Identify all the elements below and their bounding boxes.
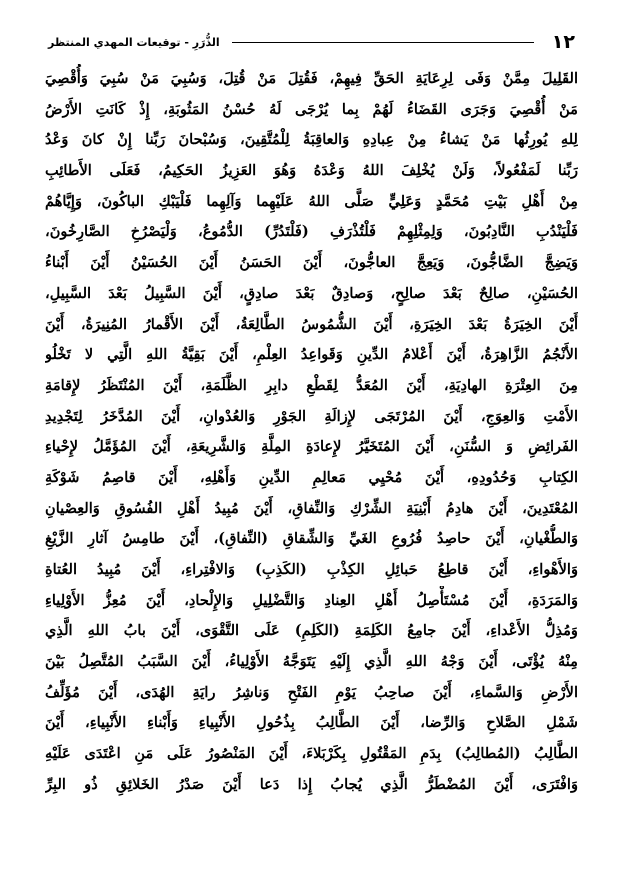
text-line: لِلهِ يُورِثُها مَنْ يَشاءُ مِنْ عِبادِهِ وَالعاقِبَةُ لِلْمُتَّقِينَ، وَسُبْحانَ رَبِّنا إِنْ كانَ وَعْدُ [45, 131, 578, 149]
text-line: مَنْ أُقْصِيَ وَجَرَى القَضَاءُ لَهُمْ بِما يُرْجَى لَهُ حُسْنُ المَثُوبَةِ، إِذْ كَانَتِ الأَرْضُ [45, 100, 578, 118]
body-text [45, 64, 578, 801]
text-line: فَلْيَنْدُبِ النَّادِبُونَ، وَلِمِثْلِهِمْ فَلْتُذْرَفِ (فَلْتَدُرِّ) الدُّمُوعُ، وَلْيَصْرُخِ الصَّارِخُونَ، [45, 223, 578, 241]
text-line: الأَرْضِ وَالسَّماءِ، أَيْنَ صاحِبُ يَوْمِ الفَتْحِ وَناشِرُ رايَةِ الهُدَى، أَيْنَ مُؤَلِّفُ [45, 683, 578, 701]
running-title: الذُّرَرِ - توقيعات المهدي المنتظر [48, 35, 220, 49]
text-line: مِنَ العِتْرَةِ الهادِيَةِ، أَيْنَ المُعَدُّ لِقَطْعِ دابِرِ الظَّلَمَةِ، أَيْنَ المُنْتَظَرُ لإِقامَةِ [45, 376, 578, 394]
text-line: المُعْتَدِينَ، أَيْنَ هادِمُ أَبْنِيَةِ الشِّرْكِ وَالنِّفاقِ، أَيْنَ مُبِيدُ أَهْلِ الفُسُوقِ وَالعِصْيانِ [45, 499, 578, 517]
text-line: الكِتابِ وَحُدُودِهِ، أَيْنَ مُحْيِي مَعالِمِ الدِّينِ وَأَهْلِهِ، أَيْنَ قاصِمُ شَوْكَةِ [45, 468, 578, 486]
text-line: الفَرائِضِ وَ السُّنَنِ، أَيْنَ المُتَخَيَّرُ لإِعادَةِ المِلَّةِ وَالشَّرِيعَةِ، أَيْنَ المُؤَمَّلُ لإِحْياءِ [45, 438, 578, 456]
text-line: الطَّالِبُ (المُطالِبُ) بِدَمِ المَقْتُولِ بِكَرْبَلاءَ، أَيْنَ المَنْصُورُ عَلَى مَنِ اعْتَدَى عَلَيْهِ [45, 745, 578, 763]
text-line: مِنْ أَهْلِ بَيْتِ مُحَمَّدٍ وَعَلِيٍّ صَلَّى اللهُ عَلَيْهِما وَآلِهِما فَلْيَبْكِ الباكُونَ، وَإِيَّاهُمْ [45, 192, 578, 210]
header-rule [232, 42, 534, 43]
text-line: وَمُذِلُّ الأَعْداءِ، أَيْنَ جامِعُ الكَلِمَةِ (الكَلِمِ) عَلَى التَّقْوَى، أَيْنَ بابُ اللهِ الَّذِي [45, 622, 578, 640]
page-number: ١٢ [551, 31, 575, 53]
text-line: الأَنْجُمُ الزَّاهِرَةُ، أَيْنَ أَعْلامُ الدِّينِ وَقَواعِدُ العِلْمِ، أَيْنَ بَقِيَّةُ اللهِ الَّتِي لا تَخْلُو [45, 346, 578, 364]
text-line: وَالأَهْواءِ، أَيْنَ قاطِعُ حَبائِلِ الكِذْبِ (الكَذِبِ) وَالافْتِراءِ، أَيْنَ مُبِيدُ العُتاةِ [45, 561, 578, 578]
text-line: أَيْنَ الخِيَرَةُ بَعْدَ الخِيَرَةِ، أَيْنَ الشُّمُوسُ الطَّالِعَةُ، أَيْنَ الأَقْمارُ المُنِيرَةُ، أَيْنَ [45, 315, 578, 333]
text-line: الحُسَيْنِ، صالِحٌ بَعْدَ صالِحٍ، وَصادِقٌ بَعْدَ صادِقٍ، أَيْنَ السَّبِيلُ بَعْدَ السَّبِيلِ، [45, 284, 578, 302]
page-header [48, 30, 575, 54]
text-line: وَافْتَرَى، أَيْنَ المُضْطَرُّ الَّذِي يُجابُ إِذا دَعا أَيْنَ صَدْرُ الخَلائِقِ ذُو البِرِّ [45, 775, 578, 793]
text-line: القَلِيلَ مِمَّنْ وَفَى لِرِعَايَةِ الحَقِّ فِيهِمْ، فَقُتِلَ مَنْ قُتِلَ، وَسُبِيَ مَنْ سُبِيَ وَأُقْصِيَ [45, 70, 578, 87]
text-line: الأَمْتِ وَالعِوَجِ، أَيْنَ المُرْتَجَى لإِزالَةِ الجَوْرِ وَالعُدْوانِ، أَيْنَ المُدَّخَرُ لِتَجْدِيدِ [45, 407, 578, 425]
text-line: مِنْهُ يُؤْتَى، أَيْنَ وَجْهُ اللهِ الَّذِي إِلَيْهِ يَتَوَجَّهُ الأَوْلِياءُ، أَيْنَ السَّبَبُ المُتَّصِلُ بَيْنَ [45, 653, 578, 671]
text-line: رَبِّنا لَمَفْعُولاً، وَلَنْ يُخْلِفَ اللهُ وَعْدَهُ وَهُوَ العَزِيزُ الحَكِيمُ، فَعَلَى الأَطائِبِ [45, 162, 578, 180]
text-line: شَمْلِ الصَّلاحِ وَالرِّضا، أَيْنَ الطَّالِبُ بِذُحُولِ الأَنْبِياءِ وَأَبْناءِ الأَنْبِياءِ، أَيْنَ [45, 714, 578, 732]
text-line: وَيَضِجَّ الضَّاجُّونَ، وَيَعِجَّ العاجُّونَ، أَيْنَ الحَسَنُ أَيْنَ الحُسَيْنُ أَيْنَ أَبْناءُ [45, 254, 578, 272]
text-line: وَالطُّغْيانِ، أَيْنَ حاصِدُ فُرُوعِ الغَيِّ وَالشِّقاقِ (النِّفاقِ)، أَيْنَ طامِسُ آثارِ الزَّيْغِ [45, 530, 578, 548]
text-line: وَالمَرَدَةِ، أَيْنَ مُسْتَأْصِلُ أَهْلِ العِنادِ وَالتَّضْلِيلِ وَالإِلْحادِ، أَيْنَ مُعِزُّ الأَوْلِياءِ [45, 591, 578, 609]
